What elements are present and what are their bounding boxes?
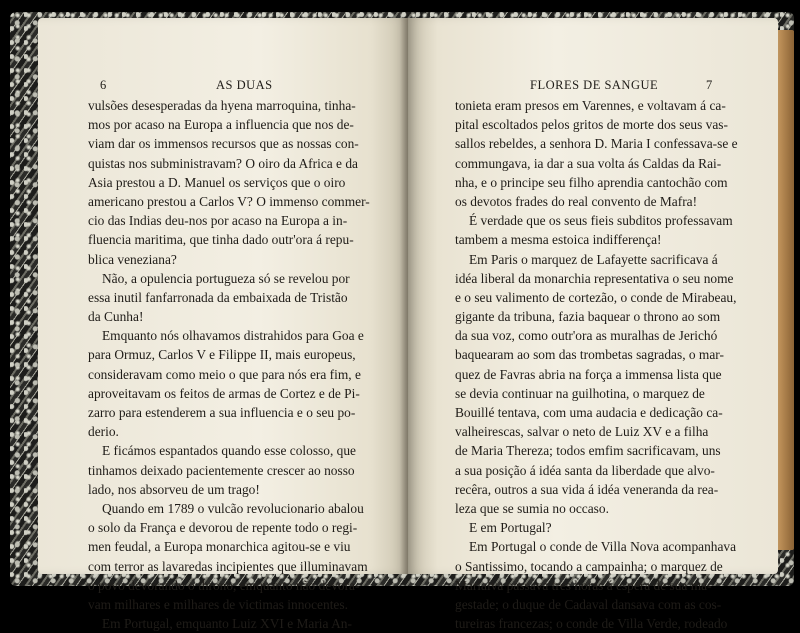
text-line: de Maria Thereza; todos emfim sacrificavam, uns [455, 443, 721, 459]
text-line: zarro para estenderem a sua influencia e o seu po- [88, 405, 356, 420]
text-line: Em Portugal, emquanto Luiz XVI e Maria An- [102, 616, 352, 632]
text-line: Em Portugal o conde de Villa Nova acompanhava [469, 539, 737, 555]
text-line: gestade; o duque de Cadaval dansava com as cos- [455, 596, 722, 612]
text-line: E ficámos espantados quando esse colosso, que [102, 443, 356, 459]
text-line: fluencia maritima, que tinha dado outr'ora á repu- [88, 232, 354, 248]
text-line: Emquanto nós olhavamos distrahidos para Goa e [102, 328, 364, 344]
left-page [38, 18, 408, 632]
text-line: Não, a opulencia portugueza só se revelou por [102, 270, 350, 286]
text-line: o solo da França e devorou de repente todo o regi- [88, 520, 358, 536]
text-line: tureiras francezas; o conde de Villa Verde, rodeado [455, 616, 728, 632]
text-line: vulsões desesperadas da hyena marroquina, tinha- [88, 98, 356, 113]
text-line: com terror as lavaredas incipientes que illuminavam [88, 558, 368, 574]
left-page-header [38, 78, 408, 94]
text-line: É verdade que os seus fieis subditos professavam [469, 213, 733, 229]
text-line: o Santissimo, tocando a campainha; o marquez de [455, 558, 723, 574]
text-line: mos por acaso na Europa a influencia que nos de- [88, 117, 354, 133]
text-line: para Ormuz, Carlos V e Filippe II, mais europeus, [88, 347, 356, 363]
running-head: AS DUAS [216, 78, 273, 92]
text-line: nha, e o principe seu filho aprendia cantochão com [455, 174, 728, 190]
text-line: da Cunha! [88, 309, 144, 325]
text-line: quez de Favras abria na força a immensa lista que [455, 366, 722, 382]
text-line: sallos rebeldes, a senhora D. Maria I confessava-se e [455, 136, 738, 152]
text-line: se devia continuar na guilhotina, o marquez de [455, 385, 705, 401]
text-line: americano prestou a Carlos V? O immenso commer- [88, 193, 370, 209]
text-line: recêra, outros a sua vida á idéa veneranda da rea- [455, 481, 719, 497]
right-page-text [455, 96, 767, 633]
text-line: pital escoltados pelos gritos de morte dos seus vas- [455, 117, 728, 133]
text-line: E em Portugal? [469, 520, 552, 536]
text-line: idéa liberal da monarchia representativa o seu nome [455, 270, 734, 286]
text-line: tambem a mesma estoica indifferença! [455, 232, 662, 248]
text-line: gigante da tribuna, fazia baquear o throno ao som [455, 309, 721, 325]
text-line: tonieta eram presos em Varennes, e voltavam á ca- [455, 98, 726, 113]
text-line: blica veneziana? [88, 251, 177, 267]
text-line: consideravam como meio o que para nós era fim, e [88, 366, 361, 382]
running-head: FLORES DE SANGUE [530, 78, 659, 92]
text-line: Asia prestou a D. Manuel os serviços que o oiro [88, 174, 346, 190]
text-line: essa inutil fanfarronada da embaixada de Tristão [88, 289, 348, 305]
text-line: Marialva passava tres horas á espera de sua ma- [455, 577, 712, 593]
text-line: lado, nos absorveu de um trago! [88, 481, 260, 497]
text-line: aproveitavam os feitos de armas de Cortez e de Pi- [88, 385, 360, 401]
right-page [408, 18, 778, 632]
text-line: Em Paris o marquez de Lafayette sacrificava á [469, 251, 718, 267]
text-line: valheirescas, salvar o neto de Luiz XV e a filha [455, 424, 709, 440]
left-page-text [88, 96, 404, 633]
text-line: viam dar os immensos recursos que as nossas con- [88, 136, 359, 152]
page-number: 6 [100, 78, 107, 92]
text-line: leza que se sumia no occaso. [455, 500, 609, 516]
text-line: o povo devorando o throno, emquanto não devora- [88, 577, 360, 593]
text-line: Quando em 1789 o vulcão revolucionario abalou [102, 500, 364, 516]
text-line: Bouillé tentava, com uma audacia e dedicação ca- [455, 405, 723, 420]
text-line: vam milhares e milhares de victimas innocentes. [88, 596, 348, 612]
text-line: os devotos frades do real convento de Mafra! [455, 193, 698, 209]
text-line: da sua voz, como outr'ora as muralhas de Jerichó [455, 328, 718, 344]
text-line: cio das Indias deu-nos por acaso na Europa a in- [88, 213, 348, 229]
text-line: tinhamos deixado pacientemente crescer ao nosso [88, 462, 355, 478]
text-line: e o seu valimento de cortezão, o conde de Mirabeau, [455, 289, 737, 305]
text-line: quistas nos subministravam? O oiro da Africa e da [88, 155, 358, 171]
text-line: commungava, ia dar a sua volta ás Caldas da Rai- [455, 155, 722, 171]
right-page-header [408, 78, 778, 94]
text-line: men feudal, a Europa monarchica agitou-se e viu [88, 539, 351, 555]
text-line: baquearam ao som das trombetas sagradas, o mar- [455, 347, 724, 363]
text-line: a sua posição á idéa santa da liberdade que alvo- [455, 462, 715, 478]
page-number: 7 [706, 78, 713, 92]
text-line: derio. [88, 424, 119, 440]
